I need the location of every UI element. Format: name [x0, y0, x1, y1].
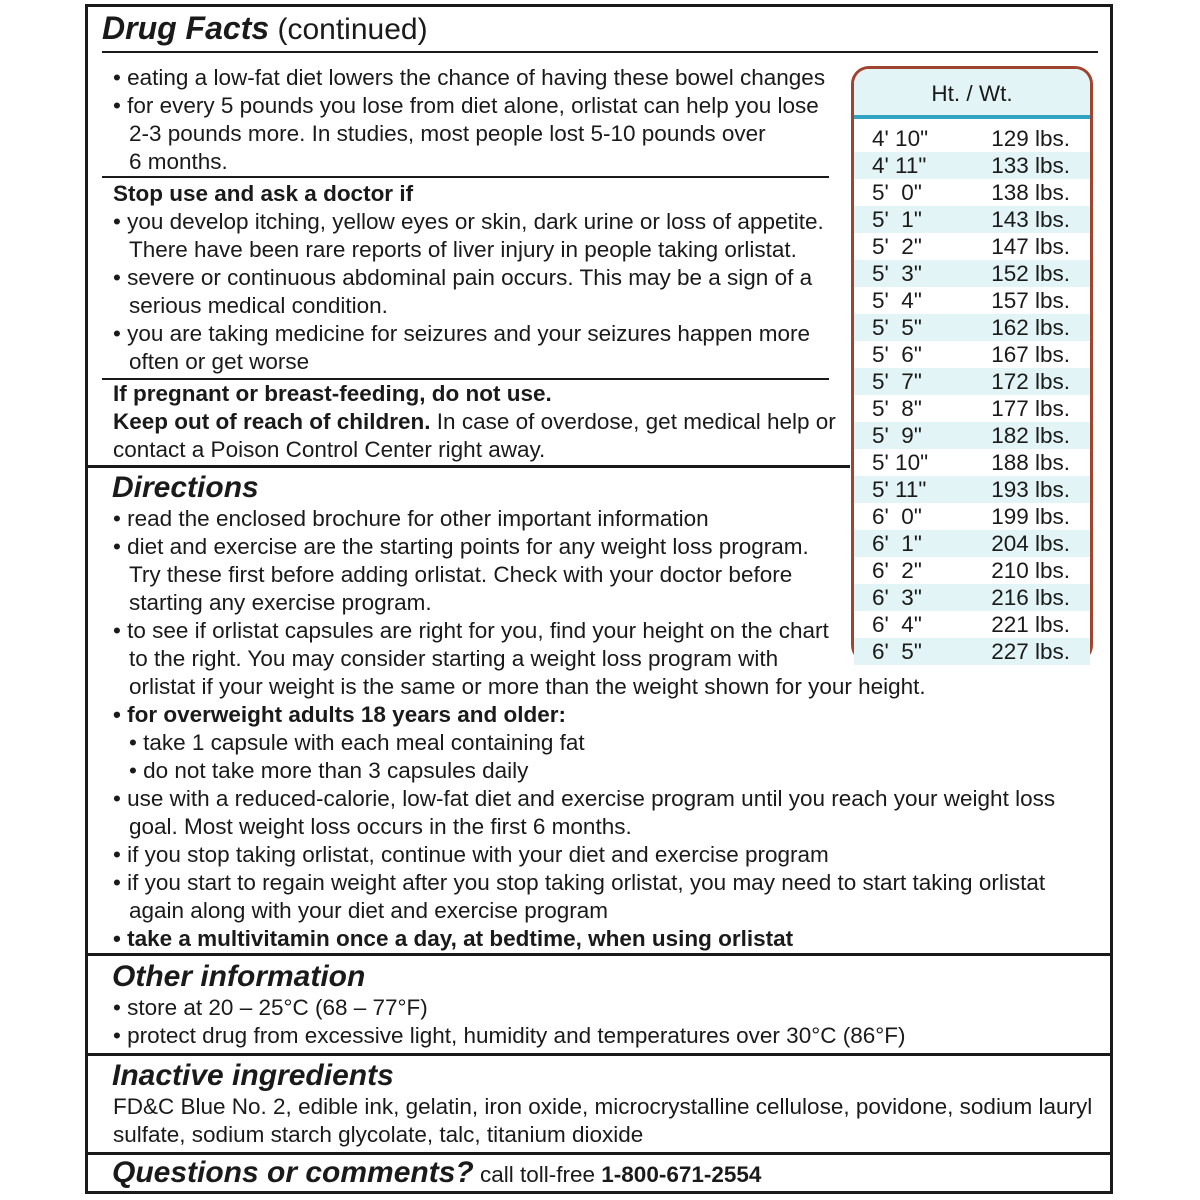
weight-value: 172 lbs.: [991, 369, 1070, 394]
directions-line: • read the enclosed brochure for other important information: [113, 506, 709, 531]
weight-value: 152 lbs.: [991, 261, 1070, 286]
chart-row: [854, 368, 1090, 395]
chart-row: [854, 125, 1090, 152]
section-divider: [102, 176, 829, 178]
height-value: 5' 10": [872, 450, 929, 475]
header-divider: [102, 51, 1098, 53]
directions-line: • use with a reduced-calorie, low-fat diet and exercise program until you reach your weight loss: [113, 786, 1056, 811]
call-label: call toll-free: [473, 1162, 602, 1187]
height-value: 6' 4": [872, 612, 922, 637]
directions-line: to the right. You may consider starting a weight loss program with: [129, 646, 779, 671]
adults-item: • do not take more than 3 capsules daily: [129, 758, 529, 783]
weight-value: 204 lbs.: [991, 531, 1070, 556]
weight-value: 221 lbs.: [991, 612, 1070, 637]
drug-facts-title: Drug Facts: [102, 10, 270, 46]
stop-use-line: • severe or continuous abdominal pain occurs. This may be a sign of a: [113, 265, 813, 290]
height-value: 5' 4": [872, 288, 922, 313]
chart-title: Ht. / Wt.: [931, 81, 1013, 106]
keep-out-bold: Keep out of reach of children.: [113, 409, 431, 434]
chart-row: [854, 557, 1090, 584]
pregnancy-warning: If pregnant or breast-feeding, do not use.: [113, 381, 552, 406]
inactive-ingredients-line: FD&C Blue No. 2, edible ink, gelatin, iron oxide, microcrystalline cellulose, povidone, sodium lauryl: [113, 1094, 1093, 1119]
weight-value: 177 lbs.: [991, 396, 1070, 421]
height-value: 6' 5": [872, 639, 922, 664]
weight-value: 210 lbs.: [991, 558, 1070, 583]
weight-value: 162 lbs.: [991, 315, 1070, 340]
chart-row: [854, 152, 1090, 179]
height-value: 5' 9": [872, 423, 922, 448]
weight-value: 147 lbs.: [991, 234, 1070, 259]
directions-heading: Directions: [112, 471, 259, 504]
section-divider: [88, 465, 850, 468]
chart-row: [854, 179, 1090, 206]
questions-line: [112, 1156, 761, 1190]
height-weight-chart: [851, 66, 1093, 663]
chart-row: [854, 287, 1090, 314]
other-info-line: • store at 20 – 25°C (68 – 77°F): [113, 995, 428, 1020]
weight-value: 129 lbs.: [991, 126, 1070, 151]
weight-value: 157 lbs.: [991, 288, 1070, 313]
other-info-heading: Other information: [112, 960, 366, 993]
stop-use-line: • you develop itching, yellow eyes or skin, dark urine or loss of appetite.: [113, 209, 824, 234]
page-title: [102, 9, 428, 49]
section-divider: [88, 953, 1110, 956]
weight-value: 188 lbs.: [991, 450, 1070, 475]
directions-line: orlistat if your weight is the same or more than the weight shown for your height.: [129, 674, 926, 699]
stop-use-line: • you are taking medicine for seizures and your seizures happen more: [113, 321, 810, 346]
keep-out-warning: [113, 408, 836, 436]
chart-row: [854, 395, 1090, 422]
directions-line: again along with your diet and exercise program: [129, 898, 609, 923]
chart-row: [854, 449, 1090, 476]
chart-row: [854, 638, 1090, 665]
height-value: 5' 3": [872, 261, 922, 286]
weight-value: 167 lbs.: [991, 342, 1070, 367]
chart-row: [854, 233, 1090, 260]
directions-line: goal. Most weight loss occurs in the first 6 months.: [129, 814, 632, 839]
stop-use-line: There have been rare reports of liver injury in people taking orlistat.: [129, 237, 797, 262]
directions-line: Try these first before adding orlistat. Check with your doctor before: [129, 562, 793, 587]
weight-value: 193 lbs.: [991, 477, 1070, 502]
phone-number: 1-800-671-2554: [601, 1162, 762, 1187]
weight-value: 227 lbs.: [991, 639, 1070, 664]
height-value: 5' 0": [872, 180, 922, 205]
height-value: 6' 1": [872, 531, 922, 556]
other-info-line: • protect drug from excessive light, humidity and temperatures over 30°C (86°F): [113, 1023, 906, 1048]
directions-line: • if you stop taking orlistat, continue with your diet and exercise program: [113, 842, 829, 867]
keep-out-rest: In case of overdose, get medical help or: [430, 409, 836, 434]
warning-line: 6 months.: [129, 149, 228, 174]
height-value: 5' 8": [872, 396, 922, 421]
weight-value: 143 lbs.: [991, 207, 1070, 232]
multivitamin-direction: • take a multivitamin once a day, at bedtime, when using orlistat: [113, 926, 794, 951]
chart-row: [854, 314, 1090, 341]
keep-out-warning-line2: contact a Poison Control Center right away.: [113, 437, 546, 462]
height-value: 5' 11": [872, 477, 927, 502]
weight-value: 138 lbs.: [991, 180, 1070, 205]
stop-use-line: serious medical condition.: [129, 293, 388, 318]
stop-use-line: often or get worse: [129, 349, 310, 374]
height-value: 5' 5": [872, 315, 922, 340]
height-value: 6' 2": [872, 558, 922, 583]
continued-label: (continued): [277, 13, 428, 46]
adults-heading: • for overweight adults 18 years and older:: [113, 702, 566, 727]
questions-heading: Questions or comments?: [112, 1156, 474, 1189]
height-value: 4' 11": [872, 153, 927, 178]
directions-line: • if you start to regain weight after you stop taking orlistat, you may need to start taking orlistat: [113, 870, 1046, 895]
directions-line: • diet and exercise are the starting points for any weight loss program.: [113, 534, 809, 559]
height-value: 5' 1": [872, 207, 922, 232]
chart-row: [854, 422, 1090, 449]
height-value: 5' 7": [872, 369, 922, 394]
chart-row: [854, 341, 1090, 368]
warning-line: • for every 5 pounds you lose from diet alone, orlistat can help you lose: [113, 93, 819, 118]
inactive-ingredients-heading: Inactive ingredients: [112, 1059, 394, 1092]
warning-line: 2-3 pounds more. In studies, most people lost 5-10 pounds over: [129, 121, 766, 146]
chart-row: [854, 206, 1090, 233]
weight-value: 199 lbs.: [991, 504, 1070, 529]
section-divider: [88, 1053, 1110, 1056]
section-divider: [88, 1152, 1110, 1155]
chart-row: [854, 260, 1090, 287]
directions-line: starting any exercise program.: [129, 590, 432, 615]
weight-value: 182 lbs.: [991, 423, 1070, 448]
height-value: 5' 2": [872, 234, 922, 259]
height-value: 4' 10": [872, 126, 929, 151]
inactive-ingredients-line: sulfate, sodium starch glycolate, talc, titanium dioxide: [113, 1122, 644, 1147]
chart-row: [854, 530, 1090, 557]
height-value: 5' 6": [872, 342, 922, 367]
weight-value: 216 lbs.: [991, 585, 1070, 610]
chart-row: [854, 584, 1090, 611]
directions-line: • to see if orlistat capsules are right for you, find your height on the chart: [113, 618, 829, 643]
warning-line: • eating a low-fat diet lowers the chance of having these bowel changes: [113, 65, 826, 90]
chart-row: [854, 476, 1090, 503]
weight-value: 133 lbs.: [991, 153, 1070, 178]
chart-header-rule: [854, 115, 1090, 119]
height-value: 6' 3": [872, 585, 922, 610]
adults-item: • take 1 capsule with each meal containing fat: [129, 730, 585, 755]
stop-use-heading: Stop use and ask a doctor if: [113, 181, 414, 206]
chart-row: [854, 503, 1090, 530]
chart-row: [854, 611, 1090, 638]
height-value: 6' 0": [872, 504, 922, 529]
